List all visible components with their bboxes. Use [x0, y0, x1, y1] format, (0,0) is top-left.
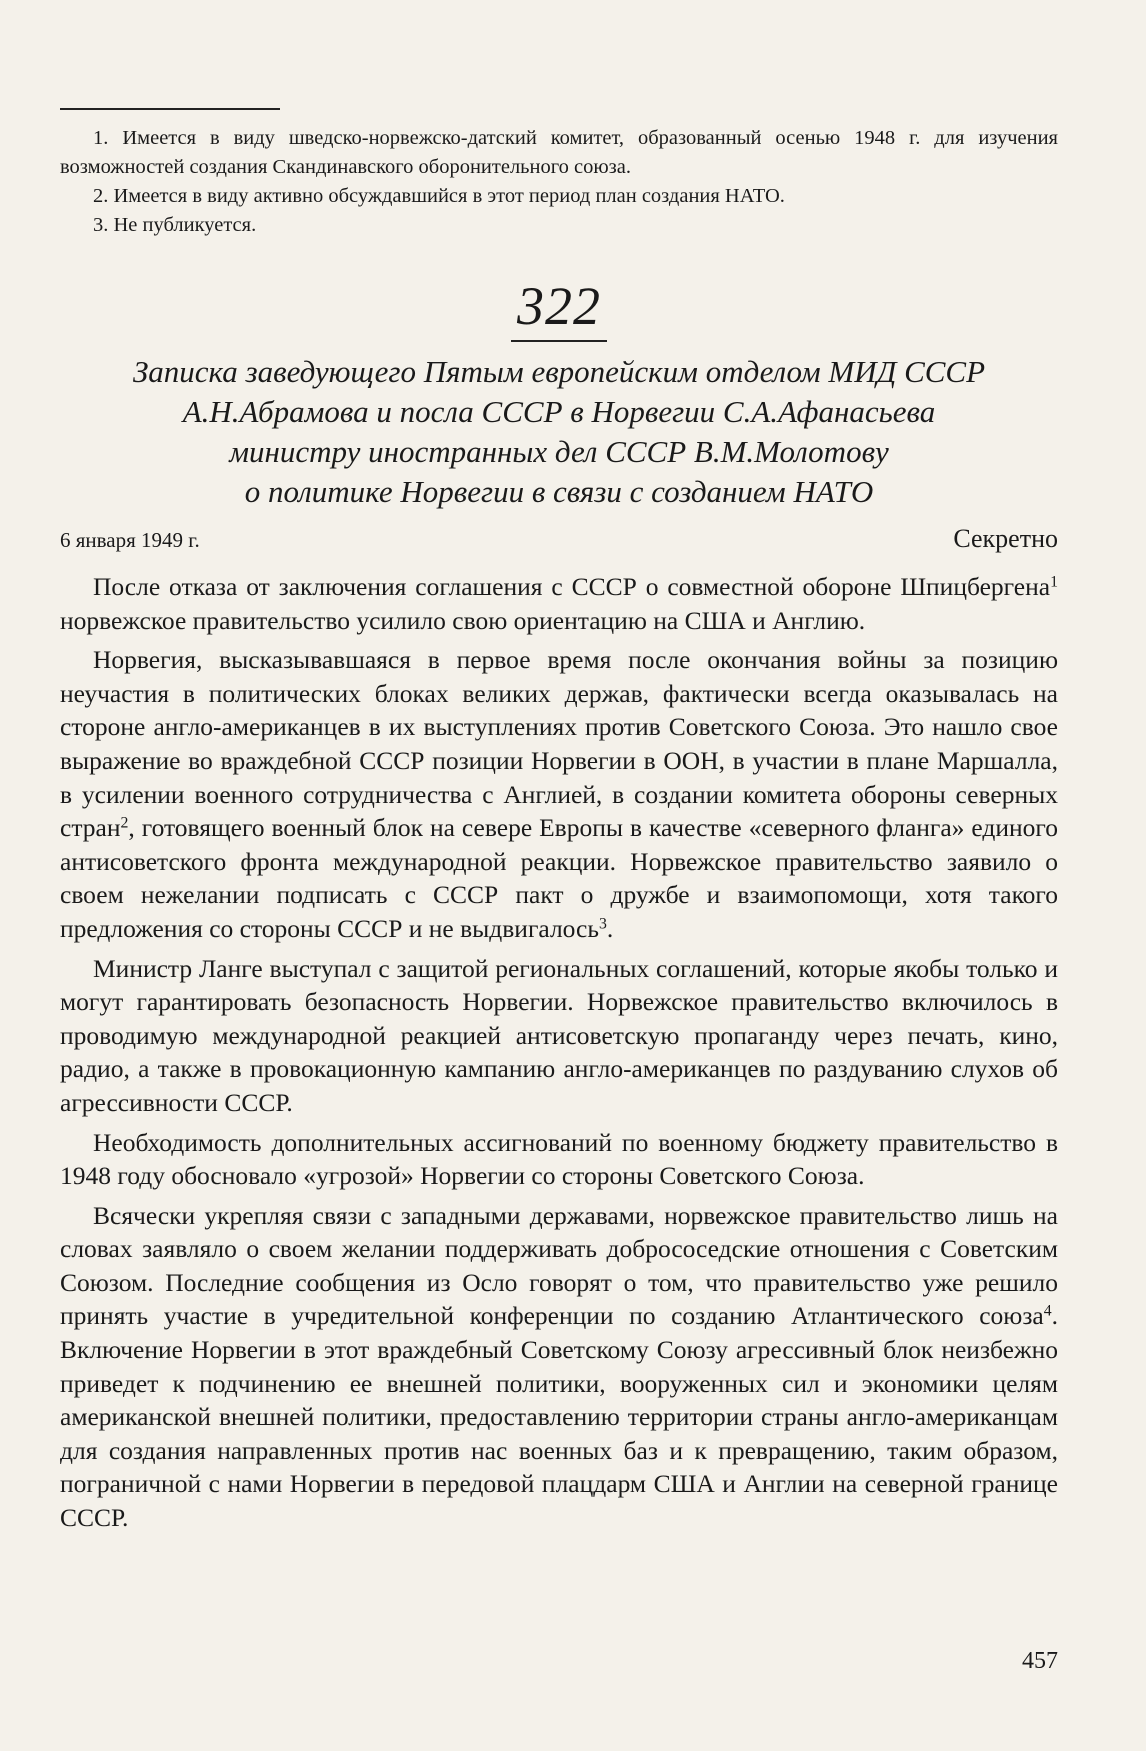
document-number — [60, 274, 1058, 342]
paragraph-5-text-b: . Включение Норвегии в этот враждебный Советскому Союзу агрессивный блок неизбежно приведет к подчинению ее внешней политики, вооруженных сил и экономики целям американской внешней политики, предоставлению территории страны англо-американцам для создания направленных против нас военных баз и к превращению, таким образом, пограничной с нами Норвегии в передовой плацдарм США и Англии на северной границе СССР. — [60, 1301, 1058, 1533]
document-date: 6 января 1949 г. — [60, 528, 200, 552]
classification-mark: Секретно — [953, 524, 1058, 553]
footnote-3: 3. Не публикуется. — [93, 214, 257, 236]
paragraph-1 — [60, 570, 1058, 637]
paragraph-1-text-a: После отказа от заключения соглашения с СССР о совместной обороне Шпицбергена — [93, 572, 1051, 601]
document-meta — [60, 524, 1058, 554]
paragraph-2-text-b: , готовящего военный блок на севере Европы в качестве «северного фланга» единого антисоветского фронта международной реакции. Норвежское правительство заявило о своем нежелании подписать с СССР пакт о дружбе и взаимопомощи, хотя такого предложения со стороны СССР и не выдвигалось — [60, 813, 1058, 943]
footnote-rule — [60, 108, 280, 110]
footnote-ref-3: 3 — [599, 915, 607, 933]
title-line-4: о политике Норвегии в связи с созданием НАТО — [244, 474, 874, 509]
footnote-ref-4: 4 — [1043, 1302, 1052, 1320]
title-line-1: Записка заведующего Пятым европейским отделом МИД СССР — [132, 354, 986, 389]
footnote-ref-2: 2 — [120, 814, 129, 832]
paragraph-2-text-a: Норвегия, высказывавшаяся в первое время после окончания войны за позицию неучастия в политических блоках великих держав, фактически всегда оказывалась на стороне англо-американцев в их выступлениях против Советского Союза. Это нашло свое выражение во враждебной СССР позиции Норвегии в ООН, в участии в плане Маршалла, в усилении военного сотрудничества с Англией, в создании комитета обороны северных стран — [60, 645, 1058, 843]
document-number-text: 322 — [511, 274, 607, 342]
paragraph-2 — [60, 643, 1058, 945]
paragraph-5-text-a: Всячески укрепляя связи с западными державами, норвежское правительство лишь на словах заявляло о своем желании поддерживать добрососедские отношения с Советским Союзом. Последние сообщения из Осло говорят о том, что правительство уже решило принять участие в учредительной конференции по созданию Атлантического союза — [60, 1200, 1058, 1331]
paragraph-2-text-c: . — [606, 913, 614, 943]
paragraph-3: Министр Ланге выступал с защитой региональных соглашений, которые якобы только и могут гарантировать безопасность Норвегии. Норвежское правительство включилось в проводимую международной реакцией антисоветскую пропаганду через печать, кино, радио, а также в провокационную кампанию англо-американцев по раздуванию слухов об агрессивности СССР. — [60, 953, 1058, 1117]
document-body — [60, 570, 1058, 1535]
title-line-2: А.Н.Абрамова и посла СССР в Норвегии С.А.Афанасьева — [182, 394, 936, 429]
paragraph-4: Необходимость дополнительных ассигнований по военному бюджету правительство в 1948 году обосновало «угрозой» Норвегии со стороны Советского Союза. — [60, 1127, 1058, 1191]
page-number: 457 — [1022, 1648, 1058, 1674]
footnote-2: 2. Имеется в виду активно обсуждавшийся в этот период план создания НАТО. — [93, 185, 785, 207]
paragraph-1-text-b: норвежское правительство усилило свою ориентацию на США и Англию. — [60, 605, 866, 635]
footnote-1: 1. Имеется в виду шведско-норвежско-датский комитет, образованный осенью 1948 г. для изучения возможностей создания Скандинавского оборонительного союза. — [60, 127, 1058, 178]
footnotes — [60, 124, 1058, 240]
paragraph-5 — [60, 1199, 1058, 1535]
title-line-3: министру иностранных дел СССР В.М.Молотову — [229, 434, 889, 469]
document-title — [60, 352, 1058, 512]
footnote-ref-1: 1 — [1050, 573, 1058, 591]
